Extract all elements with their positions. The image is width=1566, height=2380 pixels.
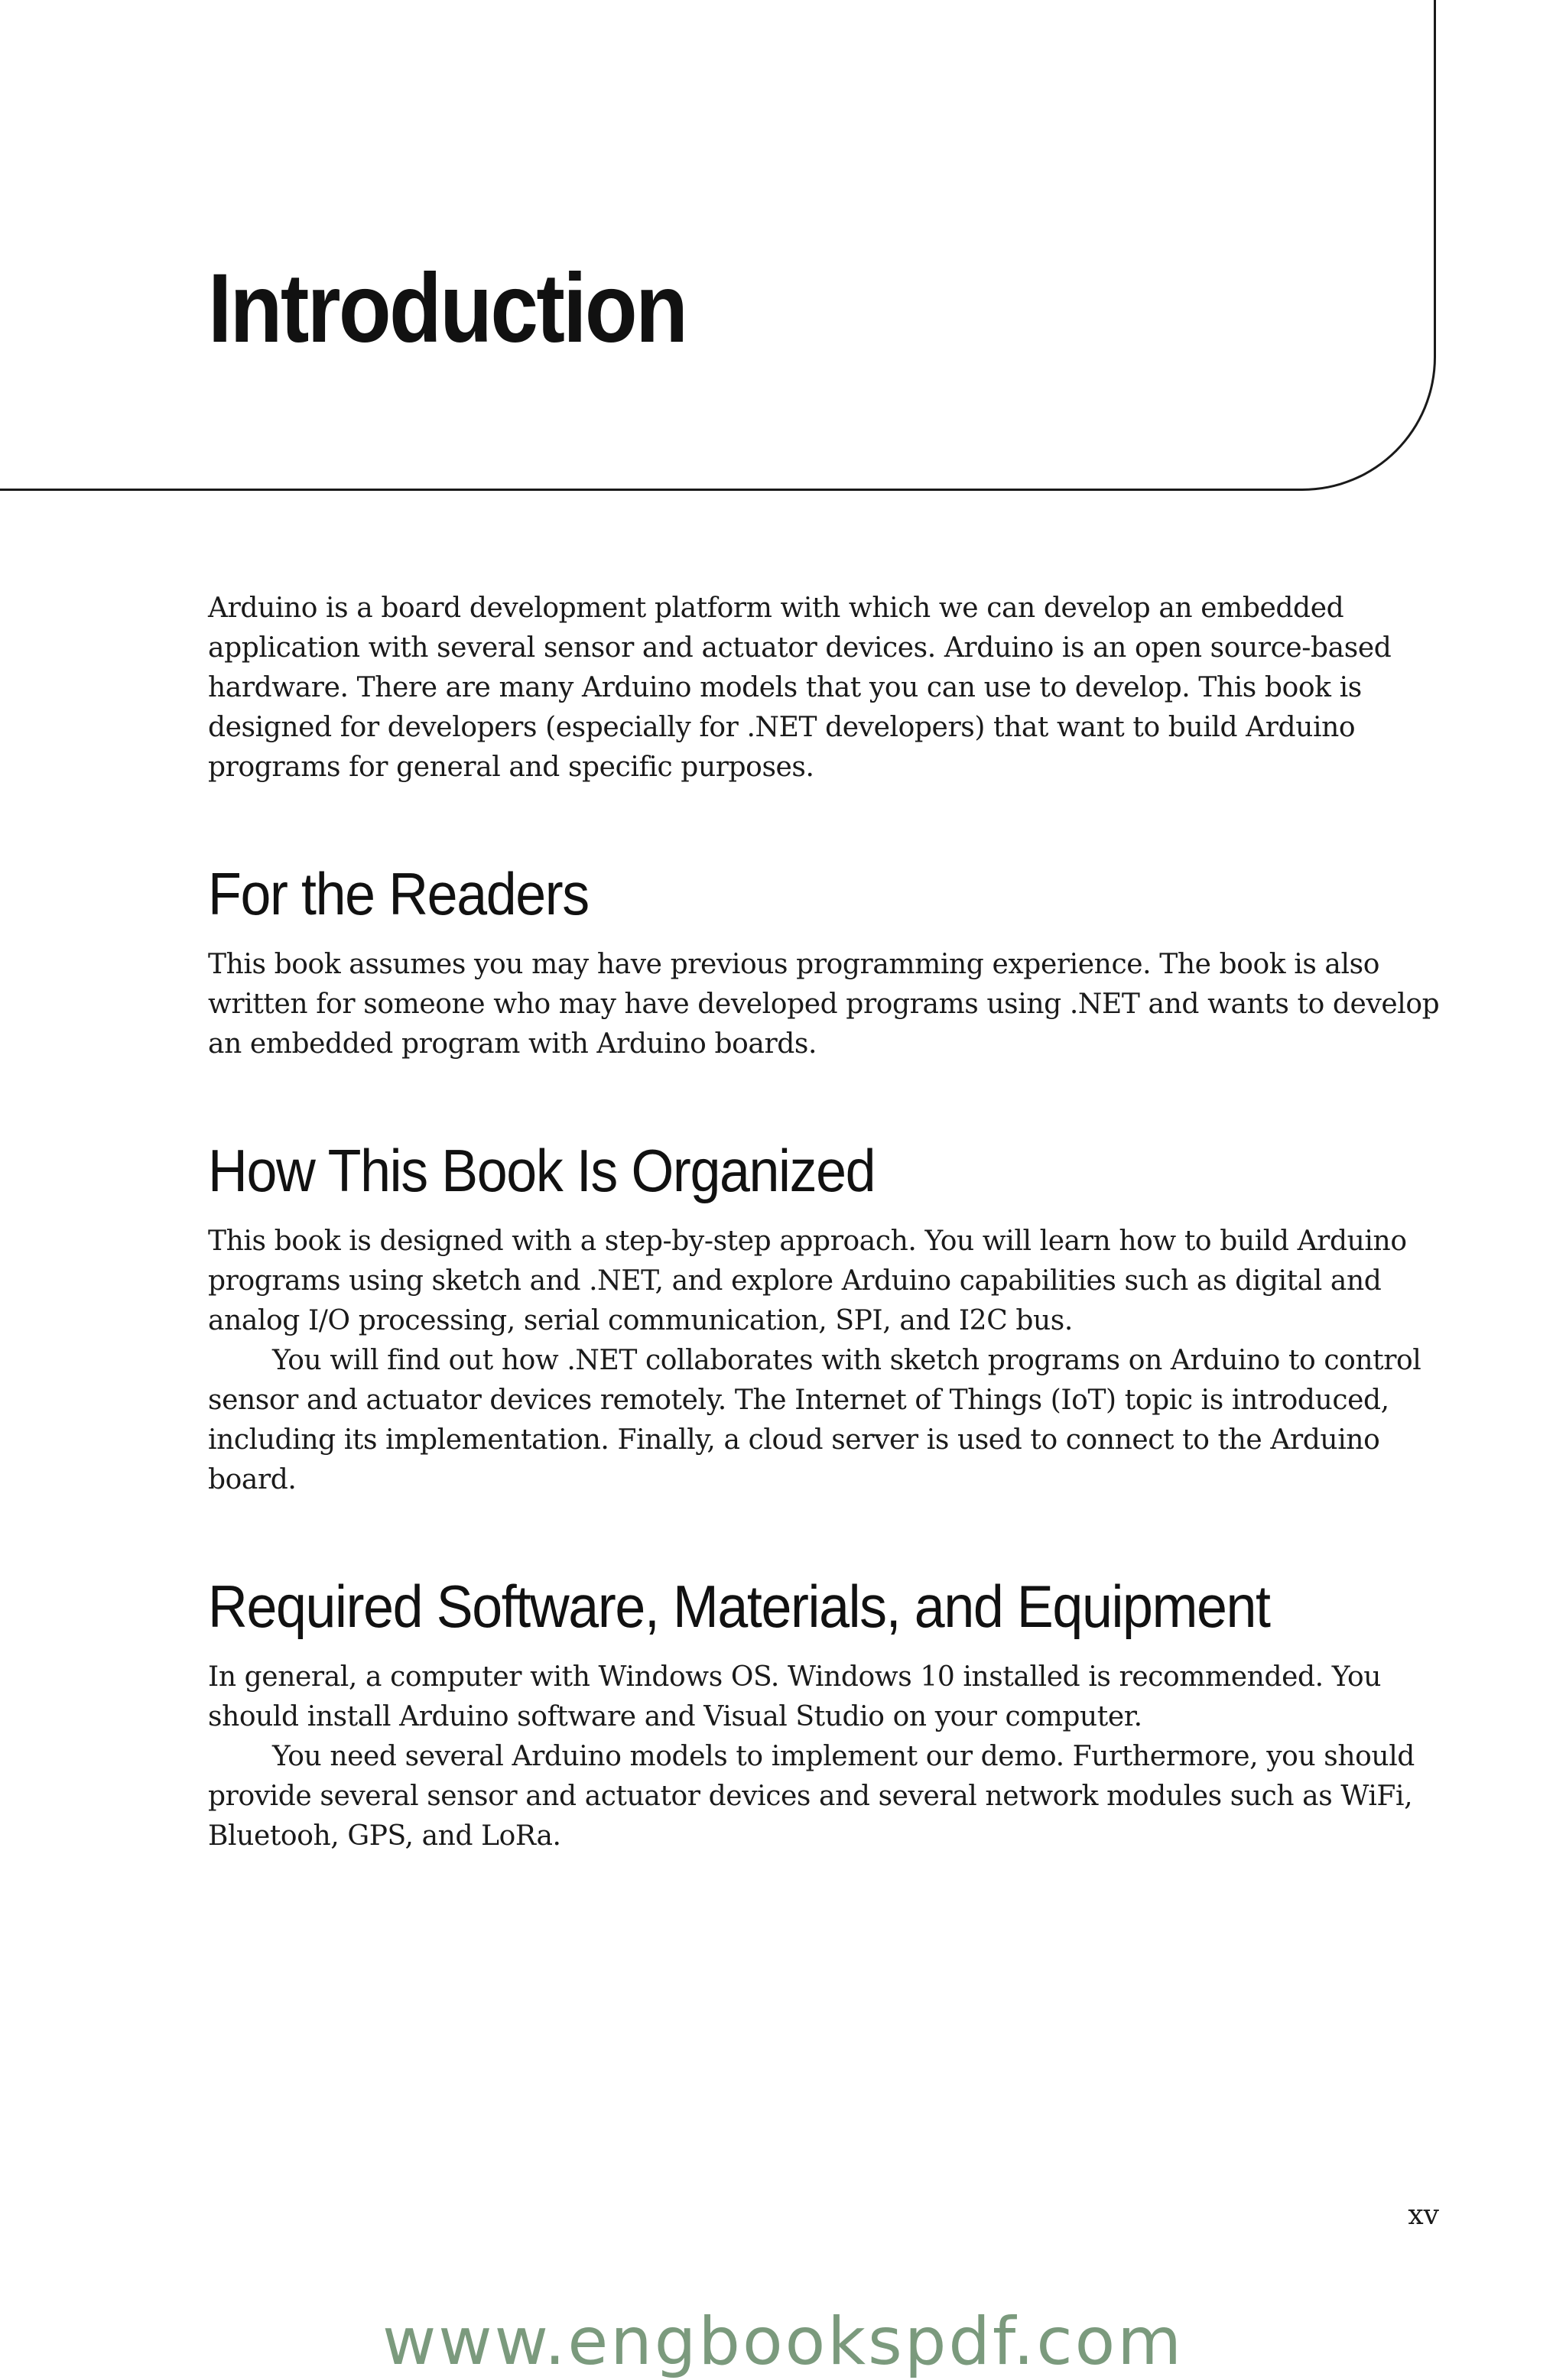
section-heading: For the Readers: [208, 860, 589, 927]
chapter-header-frame: [0, 0, 1436, 491]
page-content: [208, 589, 1462, 1856]
section-heading: Required Software, Materials, and Equipment: [208, 1573, 1270, 1640]
section-how-this-book-is-organized: [208, 1137, 1462, 1500]
section-paragraph: You need several Arduino models to implement our demo. Furthermore, you should provide several sensor and actuator devices and several network modules such as WiFi, Bluetooh, GPS, and LoRa.: [208, 1741, 1415, 1852]
section-required-software: [208, 1573, 1462, 1856]
page-number: xv: [1408, 2200, 1439, 2231]
section-for-the-readers: [208, 860, 1462, 1064]
section-paragraph: In general, a computer with Windows OS. Windows 10 installed is recommended. You should install Arduino software and Visual Studio on your computer.: [208, 1661, 1382, 1732]
section-paragraph: You will find out how .NET collaborates with sketch programs on Arduino to control sensor and actuator devices remotely. The Internet of Things (IoT) topic is introduced, including its implementation. Finally, a cloud server is used to connect to the Arduino board.: [208, 1345, 1421, 1495]
intro-paragraph: Arduino is a board development platform with which we can develop an embedded application with several sensor and actuator devices. Arduino is an open source-based hardware. There are many Arduino models that you can use to develop. This book is designed for developers (especially for .NET developers) that want to build Arduino programs for general and specific purposes.: [208, 593, 1392, 783]
watermark-link[interactable]: www.engbookspdf.com: [382, 2304, 1184, 2380]
section-paragraph: This book is designed with a step-by-step approach. You will learn how to build Arduino programs using sketch and .NET, and explore Arduino capabilities such as digital and analog I/O processing, serial communication, SPI, and I2C bus.: [208, 1226, 1407, 1336]
chapter-title: Introduction: [208, 254, 687, 363]
section-paragraph: This book assumes you may have previous programming experience. The book is also written for someone who may have developed programs using .NET and wants to develop an embedded program with Arduino boards.: [208, 949, 1440, 1060]
section-heading: How This Book Is Organized: [208, 1137, 876, 1204]
